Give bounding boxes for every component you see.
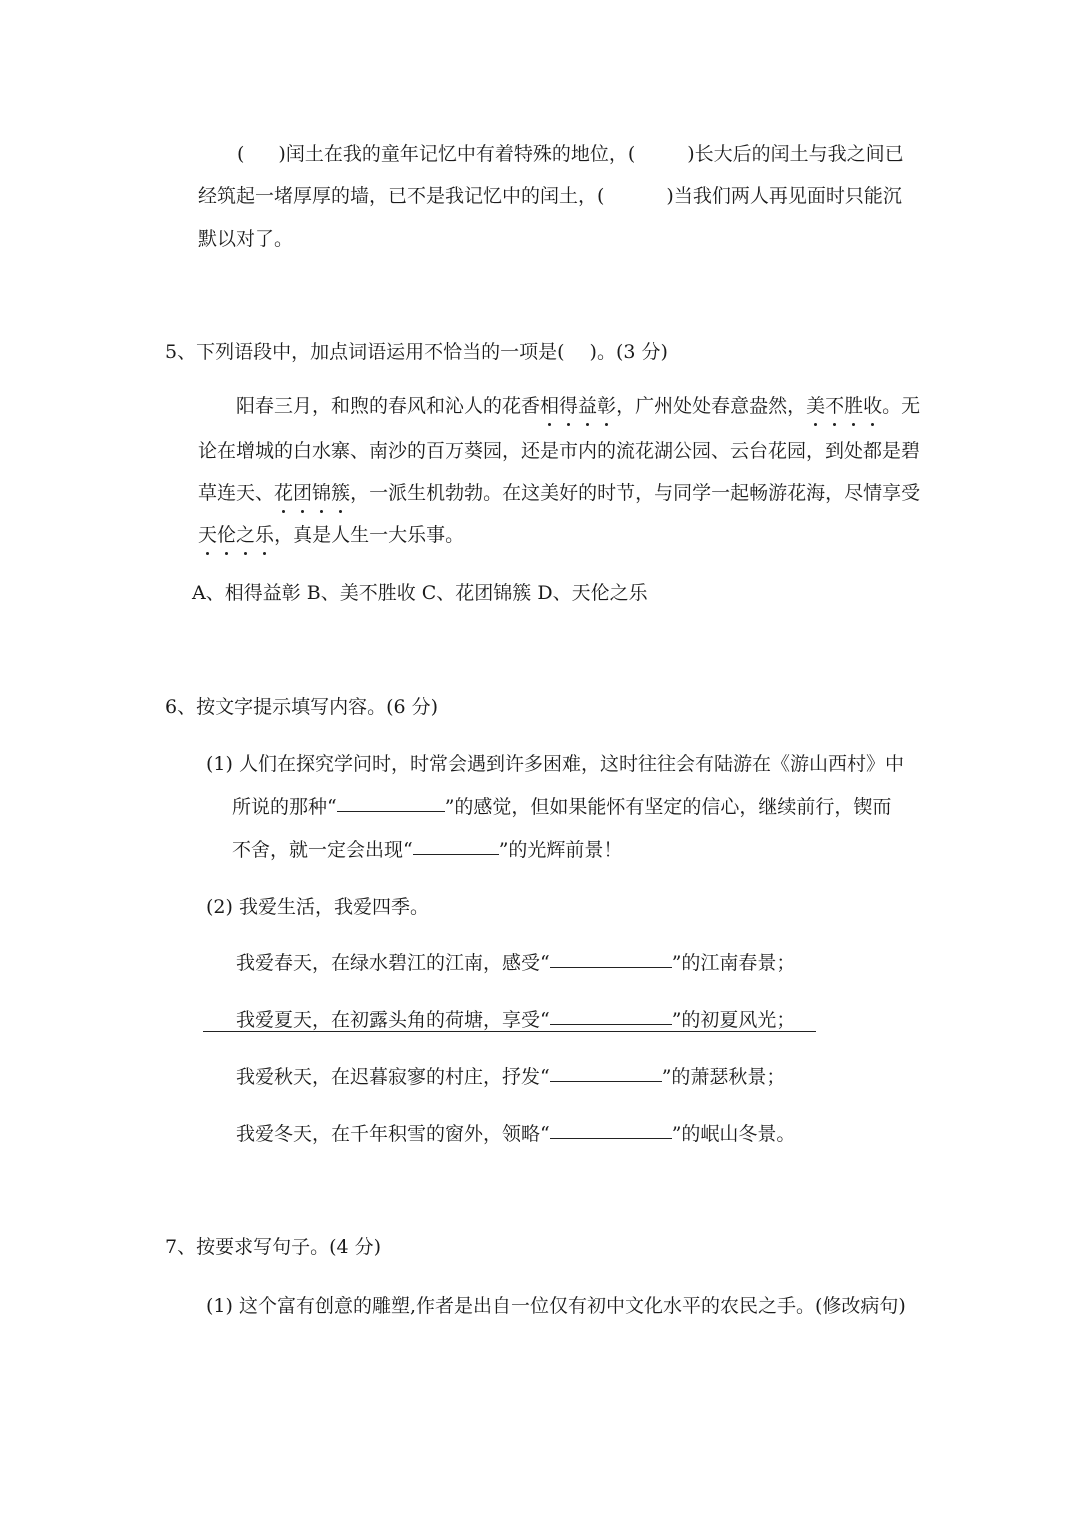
q6-s2-winter: 我爱冬天，在千年积雪的窗外，领略“ ”的岷山冬景。	[236, 1123, 796, 1145]
dotted-char: 相	[540, 395, 560, 417]
dotted-char: 收	[863, 395, 883, 417]
q6-s1-line-2: 所说的那种“ ”的感觉，但如果能怀有坚定的信心，继续前行，锲而	[232, 796, 892, 818]
q5-paragraph-line-4: 天伦之乐，真是人生一大乐事。	[198, 524, 465, 546]
q5-paragraph-line-1: 阳春三月，和煦的春风和沁人的花香相得益彰，广州处处春意盎然，美不胜收。无	[236, 395, 921, 417]
q6-s2-summer: 我爱夏天，在初露头角的荷塘，享受“ ”的初夏风光；	[236, 1009, 796, 1031]
dotted-char: 不	[825, 395, 845, 417]
q7-title: 7、按要求写句子。(4 分)	[165, 1236, 382, 1258]
dotted-char: 乐	[255, 524, 275, 546]
fill-blank[interactable]	[550, 1137, 672, 1139]
q6-title: 6、按文字提示填写内容。(6 分)	[165, 696, 439, 718]
dotted-char: 天	[198, 524, 218, 546]
fill-blank[interactable]	[413, 853, 499, 855]
dotted-char: 簇	[331, 482, 351, 504]
fill-blank[interactable]	[550, 1023, 672, 1025]
q6-s2-autumn: 我爱秋天，在迟暮寂寥的村庄，抒发“ ”的萧瑟秋景；	[236, 1066, 786, 1088]
fill-blank[interactable]	[550, 966, 672, 968]
dotted-char: 伦	[217, 524, 237, 546]
q6-s2-line-1: (2) 我爱生活，我爱四季。	[206, 896, 429, 918]
dotted-char: 益	[578, 395, 598, 417]
q4-passage-line-3: 默以对了。	[198, 228, 294, 250]
answer-line[interactable]	[203, 1031, 816, 1032]
q6-s1-line-3: 不舍，就一定会出现“ ”的光辉前景！	[232, 839, 623, 861]
fill-blank[interactable]	[550, 1080, 662, 1082]
fill-blank[interactable]	[337, 810, 445, 812]
dotted-char: 之	[236, 524, 256, 546]
q5-title: 5、下列语段中，加点词语运用不恰当的一项是( )。(3 分)	[165, 341, 668, 363]
q5-paragraph-line-3: 草连天、花团锦簇，一派生机勃勃。在这美好的时节，与同学一起畅游花海，尽情享受	[198, 482, 921, 504]
dotted-char: 胜	[844, 395, 864, 417]
q6-s2-spring: 我爱春天，在绿水碧江的江南，感受“ ”的江南春景；	[236, 952, 796, 974]
q6-s1-line-1: (1) 人们在探究学问时，时常会遇到许多困难，这时往往会有陆游在《游山西村》中	[206, 753, 904, 775]
q4-passage-line-2: 经筑起一堵厚厚的墙，已不是我记忆中的闰土，( )当我们两人再见面时只能沉	[198, 185, 902, 207]
dotted-char: 花	[274, 482, 294, 504]
dotted-char: 锦	[312, 482, 332, 504]
q7-s1: (1) 这个富有创意的雕塑,作者是出自一位仅有初中文化水平的农民之手。(修改病句)	[206, 1295, 906, 1317]
dotted-char: 美	[806, 395, 826, 417]
q5-options: A、相得益彰 B、美不胜收 C、花团锦簇 D、天伦之乐	[192, 582, 648, 604]
dotted-char: 得	[559, 395, 579, 417]
dotted-char: 彰	[597, 395, 617, 417]
q5-paragraph-line-2: 论在增城的白水寨、南沙的百万葵园，还是市内的流花湖公园、云台花园，到处都是碧	[198, 440, 921, 462]
q4-passage-line-1: ( )闰土在我的童年记忆中有着特殊的地位，( )长大后的闰土与我之间已	[237, 143, 904, 165]
dotted-char: 团	[293, 482, 313, 504]
